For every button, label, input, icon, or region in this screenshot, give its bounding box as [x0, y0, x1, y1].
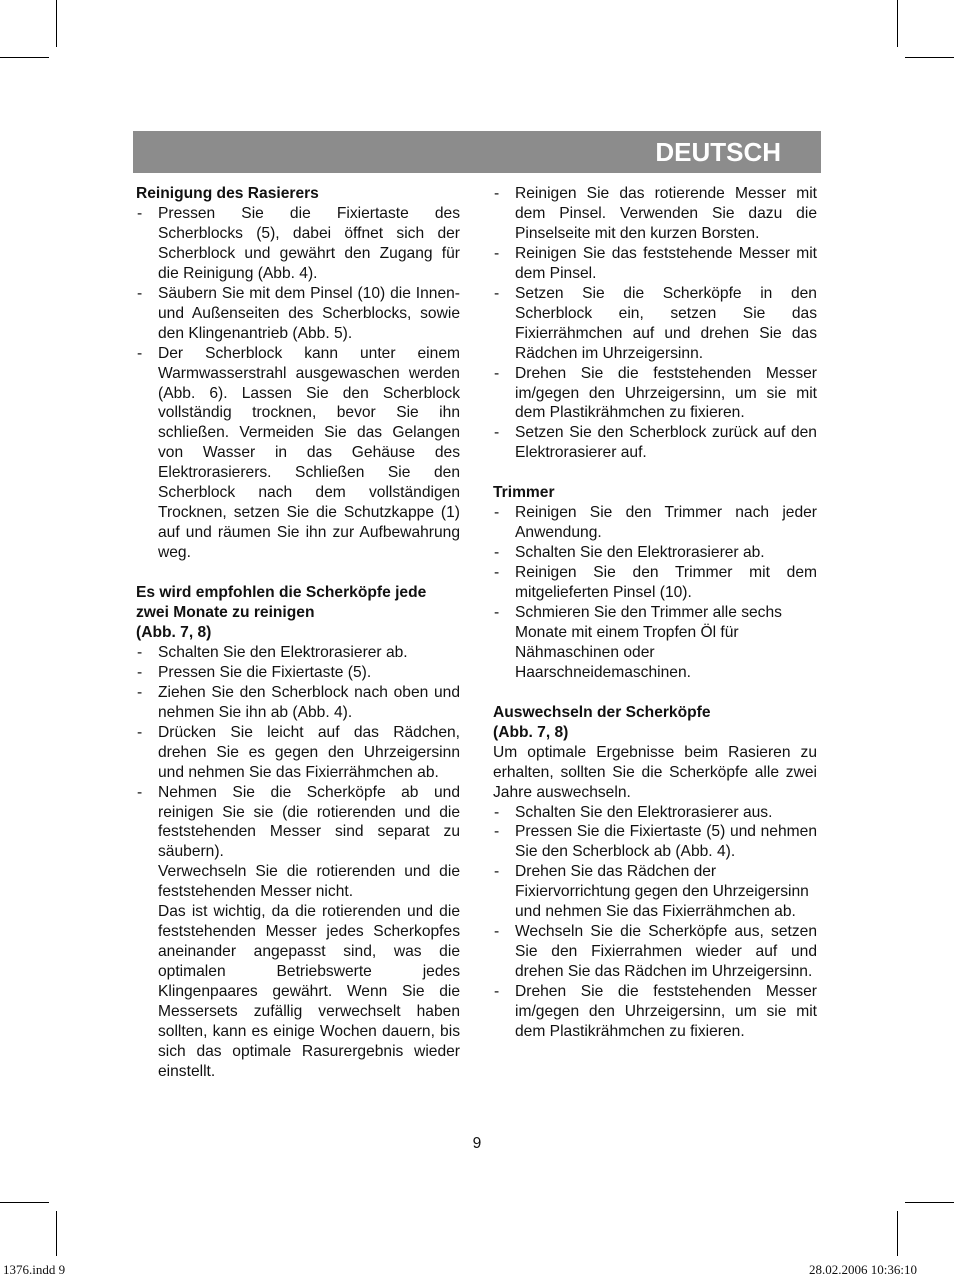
list-item — [493, 284, 817, 364]
bullet-dash: - — [494, 803, 500, 821]
list-item — [136, 204, 460, 284]
list-item — [493, 543, 817, 563]
list-item — [136, 663, 460, 683]
list-item — [493, 184, 817, 244]
list-item-text: Reinigen Sie das rotierende Messer mit dem Pinsel. Verwenden Sie dazu die Pinselseite mit den kurzen Borsten. — [515, 185, 817, 242]
list-item-continuation: Das ist wichtig, da die rotierenden und die feststehenden Messer jedes Scherkopfes aneinander angepasst sind, was die optimalen Betriebswerte jedes Klingenpaares gewährt. Wenn Sie die Messersets zufällig verwechselt haben sollten, kann es einige Wochen dauern, bis sich das optimale Rasurergebnis wieder einstellt. — [158, 903, 460, 1080]
bullet-dash: - — [137, 284, 143, 302]
language-title: DEUTSCH — [655, 137, 781, 167]
list-item-text: Ziehen Sie den Scherblock nach oben und nehmen Sie ihn ab (Abb. 4). — [158, 683, 460, 721]
list-item-text: Schalten Sie den Elektrorasierer ab. — [158, 643, 408, 661]
list-item-text: Schalten Sie den Elektrorasierer aus. — [515, 803, 773, 821]
crop-mark — [56, 1211, 57, 1256]
list-item-text: Pressen Sie die Fixiertaste (5) und nehmen Sie den Scherblock ab (Abb. 4). — [515, 823, 817, 861]
bullet-dash: - — [494, 244, 500, 262]
bullet-dash: - — [494, 544, 500, 562]
right-column — [493, 184, 817, 1042]
list-item — [493, 603, 817, 683]
list-item — [493, 803, 817, 823]
bullet-dash: - — [494, 823, 500, 841]
crop-mark — [0, 1202, 49, 1203]
bullet-dash: - — [494, 923, 500, 941]
list-item-text: Drehen Sie die feststehenden Messer im/gegen den Uhrzeigersinn, um sie mit dem Plastikrähmchen zu fixieren. — [515, 364, 817, 422]
bullet-dash: - — [137, 663, 143, 681]
bullet-dash: - — [137, 643, 143, 661]
list-item — [493, 423, 817, 463]
crop-mark — [905, 57, 954, 58]
section-heading: (Abb. 7, 8) — [493, 723, 569, 741]
language-banner — [133, 131, 821, 173]
list-item — [136, 643, 460, 663]
bullet-dash: - — [494, 364, 500, 382]
page-number: 9 — [472, 1135, 482, 1152]
bullet-dash: - — [494, 504, 500, 522]
bullet-dash: - — [137, 683, 143, 701]
list-item-text: Drücken Sie leicht auf das Rädchen, drehen Sie es gegen den Uhrzeigersinn und nehmen Sie das Fixierrähmchen ab. — [158, 723, 460, 781]
list-item-text: Pressen Sie die Fixiertaste (5). — [158, 663, 372, 681]
list-item-continuation: Verwechseln Sie die rotierenden und die feststehenden Messer nicht. — [158, 863, 460, 901]
bullet-dash: - — [137, 723, 143, 741]
bullet-dash: - — [137, 204, 143, 222]
section-heading: Auswechseln der Scherköpfe — [493, 703, 711, 721]
crop-mark — [897, 1211, 898, 1256]
bullet-dash: - — [137, 344, 143, 362]
list-item-text: Drehen Sie das Rädchen der Fixiervorrichtung gegen den Uhrzeigersinn und nehmen Sie das Fixierrähmchen ab. — [515, 863, 809, 921]
print-timestamp: 28.02.2006 10:36:10 — [809, 1262, 917, 1277]
bullet-dash: - — [494, 424, 500, 442]
list-item — [136, 284, 460, 344]
list-item-text: Setzen Sie den Scherblock zurück auf den Elektrorasierer auf. — [515, 424, 817, 462]
paragraph: Um optimale Ergebnisse beim Rasieren zu erhalten, sollten Sie die Scherköpfe alle zwei Jahre auswechseln. — [493, 743, 817, 801]
list-item — [493, 822, 817, 862]
list-item — [136, 683, 460, 723]
list-item-text: Schalten Sie den Elektrorasierer ab. — [515, 544, 765, 562]
list-item-text: Säubern Sie mit dem Pinsel (10) die Innen- und Außenseiten des Scherblocks, sowie den Klingenantrieb (Abb. 5). — [158, 284, 460, 342]
list-item-text: Reinigen Sie den Trimmer nach jeder Anwendung. — [515, 504, 817, 542]
list-item — [493, 862, 817, 922]
section-heading: Reinigung des Rasierers — [136, 185, 319, 202]
list-item-text: Reinigen Sie das feststehende Messer mit dem Pinsel. — [515, 244, 817, 282]
crop-mark — [897, 0, 898, 47]
list-item-text: Schmieren Sie den Trimmer alle sechs Monate mit einem Tropfen Öl für Nähmaschinen oder Haarschneidemaschinen. — [515, 604, 782, 681]
list-item-text: Der Scherblock kann unter einem Warmwasserstrahl ausgewaschen werden (Abb. 6). Lassen Sie den Scherblock vollständig trocknen, bevor Sie ihn schließen. Vermeiden Sie das Gelangen von Wasser in das Gehäuse des Elektrorasierers. Schließen Sie den Scherblock nach dem vollständigen Trocknen, setzen Sie die Schutzkappe (1) auf und räumen Sie ihn zur Aufbewahrung weg. — [158, 344, 460, 562]
section-heading: (Abb. 7, 8) — [136, 623, 212, 641]
list-item-text: Nehmen Sie die Scherköpfe ab und reinigen Sie sie (die rotierenden und die feststehenden Messer sind separat zu säubern). — [158, 783, 460, 861]
bullet-dash: - — [494, 604, 500, 621]
list-item — [493, 503, 817, 543]
section-heading: Es wird empfohlen die Scherköpfe jede zwei Monate zu reinigen — [136, 584, 427, 621]
spacer — [493, 463, 817, 483]
bullet-dash: - — [494, 564, 500, 582]
file-slug: 1376.indd 9 — [3, 1262, 66, 1277]
list-item — [493, 244, 817, 284]
section-heading: Trimmer — [493, 484, 555, 502]
crop-mark — [56, 0, 57, 47]
list-item-text: Setzen Sie die Scherköpfe in den Scherblock ein, setzen Sie das Fixierrähmchen auf und drehen Sie das Rädchen im Uhrzeigersinn. — [515, 284, 817, 362]
list-item-text: Wechseln Sie die Scherköpfe aus, setzen Sie den Fixierrahmen wieder auf und drehen Sie das Rädchen im Uhrzeigersinn. — [515, 923, 817, 981]
crop-mark — [0, 57, 49, 58]
list-item — [493, 922, 817, 982]
left-column — [136, 184, 460, 1082]
bullet-dash: - — [494, 863, 500, 881]
bullet-dash: - — [494, 983, 500, 1001]
list-item — [136, 723, 460, 783]
list-item — [493, 364, 817, 424]
list-item — [136, 783, 460, 863]
list-item-text: Drehen Sie die feststehenden Messer im/gegen den Uhrzeigersinn, um sie mit dem Plastikrähmchen zu fixieren. — [515, 983, 817, 1040]
list-item-text: Reinigen Sie den Trimmer mit dem mitgelieferten Pinsel (10). — [515, 564, 817, 602]
list-item-text: Pressen Sie die Fixiertaste des Scherblocks (5), dabei öffnet sich der Scherblock und gewährt den Zugang für die Reinigung (Abb. 4). — [158, 204, 460, 282]
list-item — [493, 982, 817, 1042]
bullet-dash: - — [137, 783, 143, 801]
crop-mark — [905, 1202, 954, 1203]
bullet-dash: - — [494, 284, 500, 302]
spacer — [136, 563, 460, 583]
spacer — [493, 683, 817, 703]
list-item — [493, 563, 817, 603]
bullet-dash: - — [494, 185, 500, 202]
list-item — [136, 344, 460, 563]
